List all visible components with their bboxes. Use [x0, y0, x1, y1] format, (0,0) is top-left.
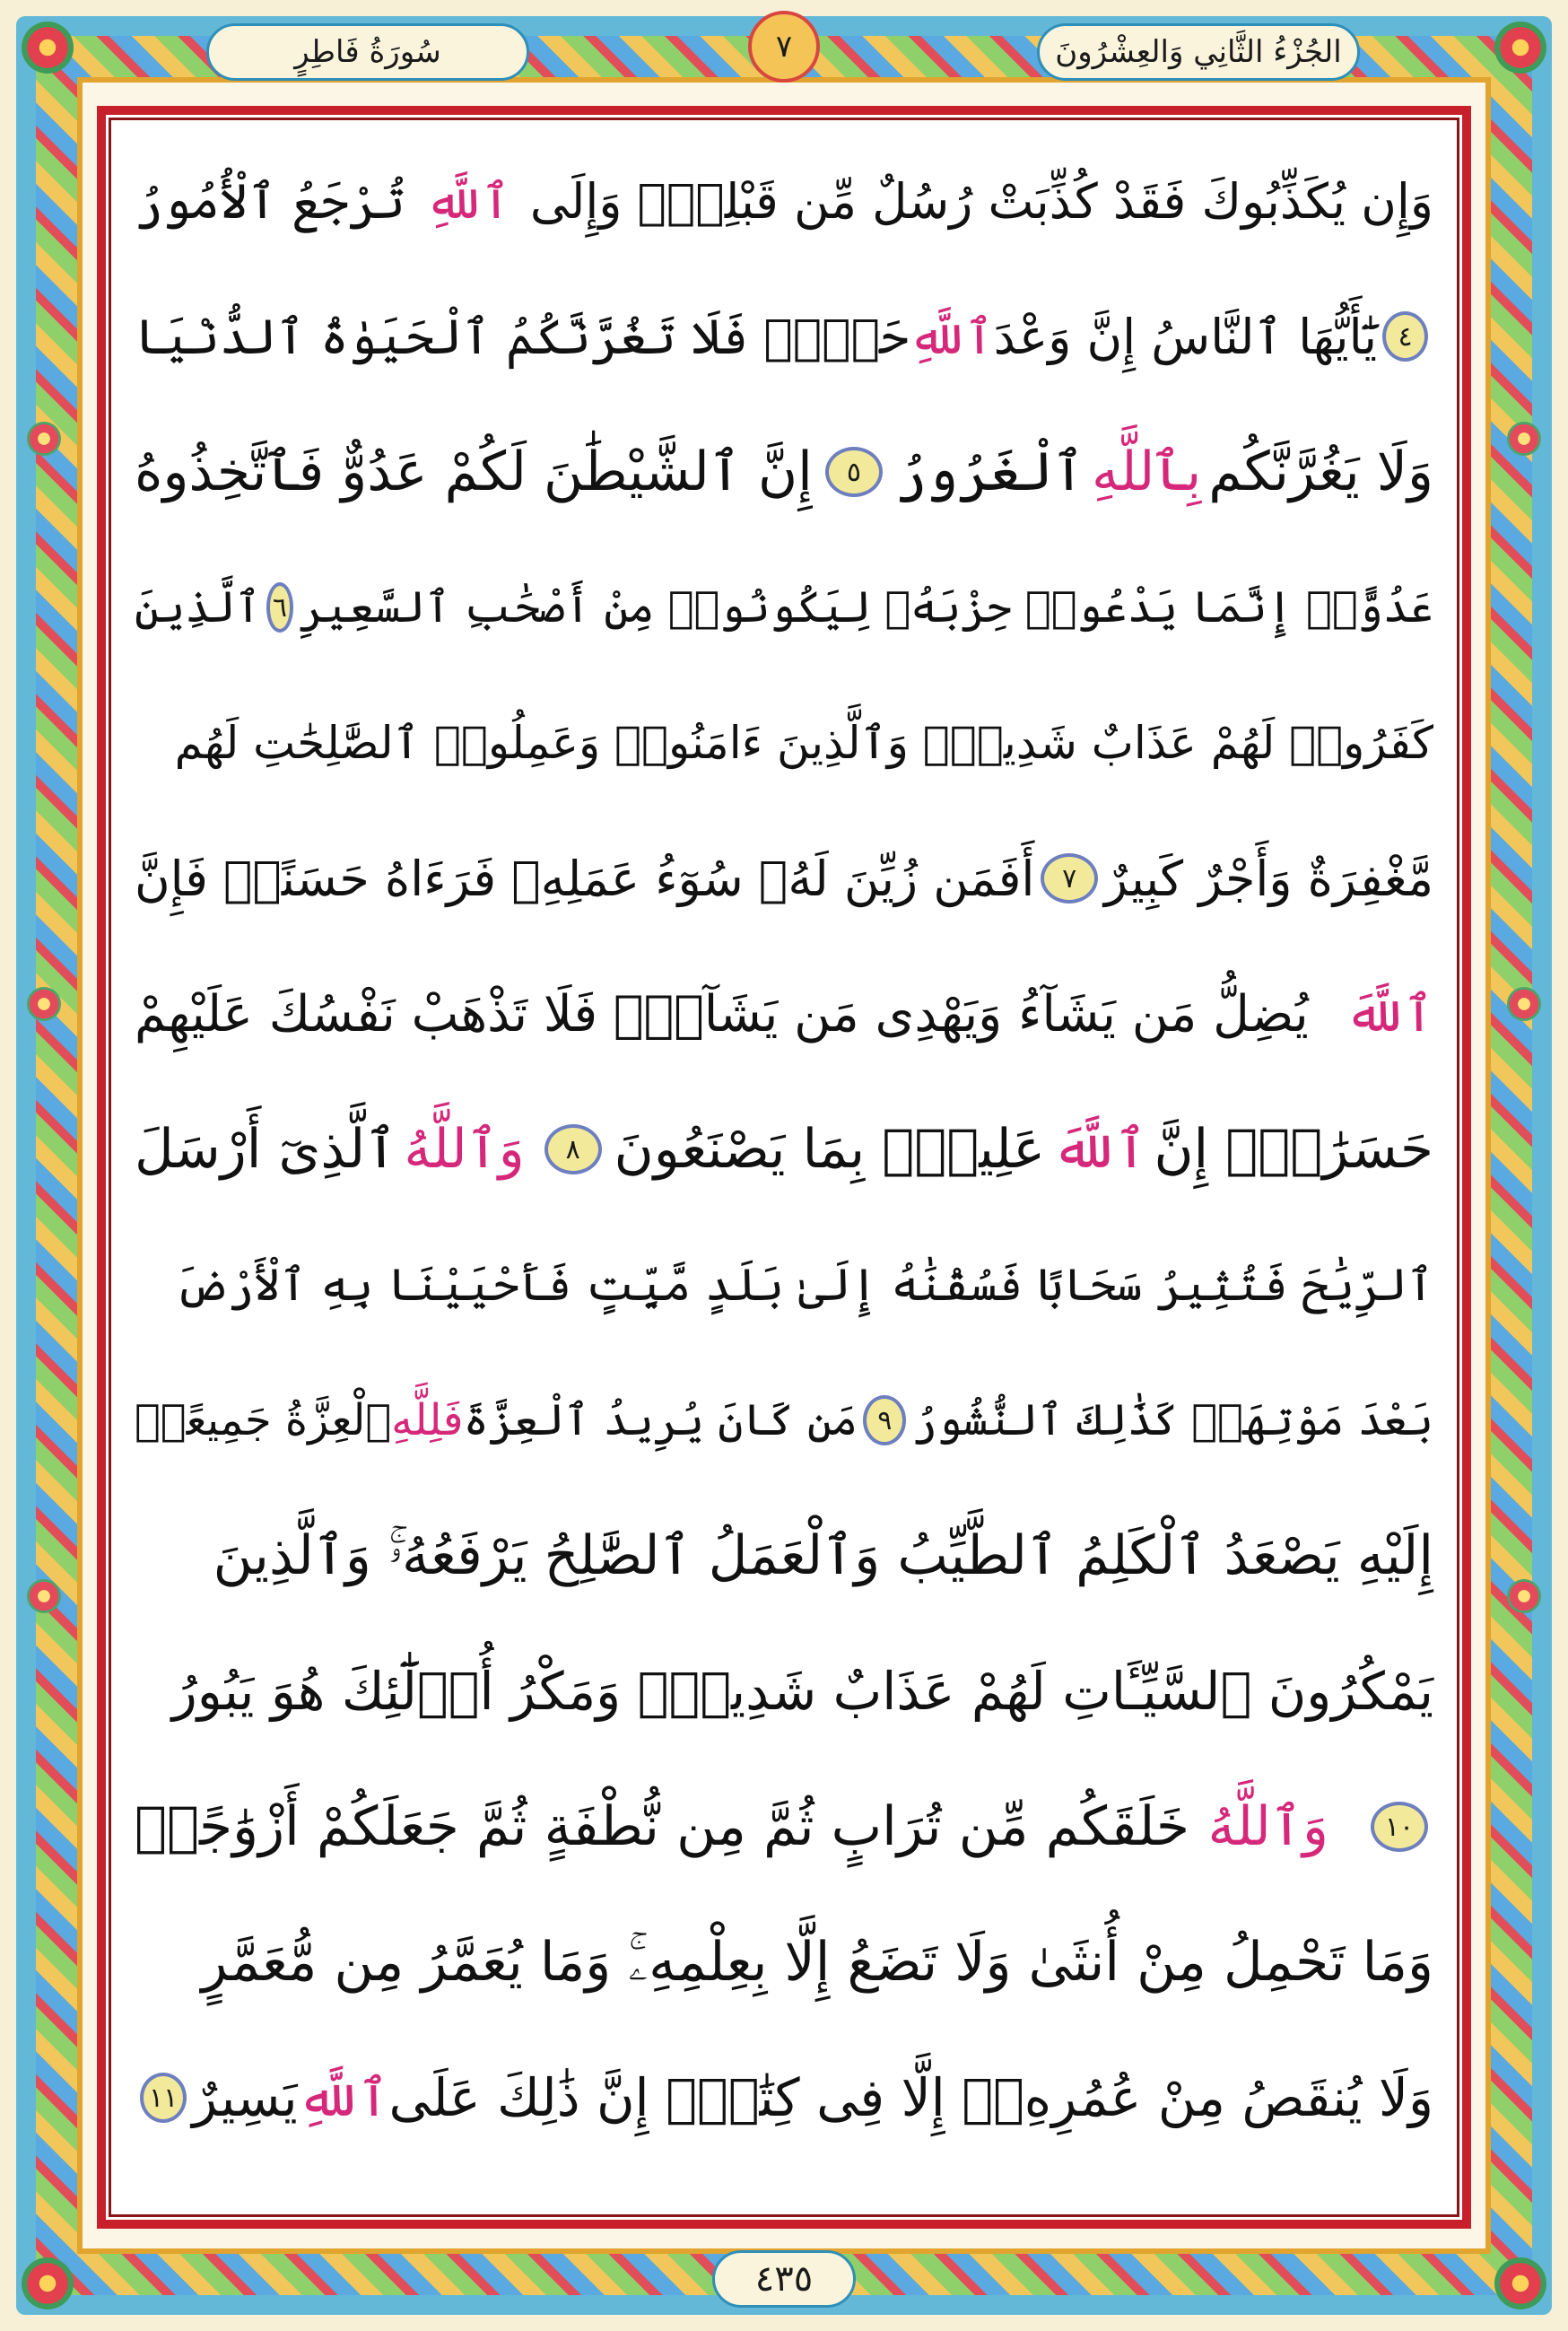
- side-flower-icon: [1507, 987, 1541, 1021]
- side-flower-icon: [27, 422, 61, 456]
- text-line: [135, 1634, 1433, 1749]
- text-segment: ٱلَّذِىٓ أَرْسَلَ: [135, 1118, 397, 1181]
- text-segment: تُرْجَعُ ٱلْأُمُورُ: [135, 172, 405, 230]
- text-line: [135, 1363, 1433, 1478]
- text-segment: وَإِن يُكَذِّبُوكَ فَقَدْ كُذِّبَتْ رُسُلٌ مِّن قَبْلِكَۚ وَإِلَى: [529, 172, 1433, 230]
- text-segment: إِنَّ ٱلشَّيْطَٰنَ لَكُمْ عَدُوٌّ فَٱتَّخِذُوهُ: [135, 441, 813, 503]
- text-segment: وَلَا يُنقَصُ مِنْ عُمُرِهِۦٓ إِلَّا فِى كِتَٰبٍۚ إِنَّ ذَٰلِكَ عَلَى: [388, 2067, 1433, 2128]
- quran-text: [135, 144, 1433, 2189]
- hizb-marker: [748, 11, 820, 83]
- text-line: [135, 685, 1433, 800]
- text-segment: ٱلْغَرُورُ: [894, 441, 1085, 503]
- divine-name: فَلِلَّهِ: [391, 1395, 464, 1445]
- side-flower-icon: [1507, 1579, 1541, 1613]
- text-line: [135, 144, 1433, 258]
- side-flower-icon: [1507, 422, 1541, 456]
- text-segment: مَن كَانَ يُرِيدُ ٱلْعِزَّةَ: [463, 1395, 858, 1445]
- ayah-number-marker: ٦: [266, 582, 294, 633]
- text-line: [135, 1769, 1433, 1884]
- surah-name: سُورَةُ فَاطِرٍ: [294, 34, 441, 70]
- text-segment: ٱلْعِزَّةُ جَمِيعًاۚ: [135, 1395, 392, 1445]
- divine-name: ٱللَّهَ: [1345, 984, 1433, 1043]
- juz-name-cartouche: [1037, 23, 1360, 81]
- corner-flower-icon: [1494, 2257, 1546, 2309]
- ayah-number-marker: ٤: [1382, 311, 1428, 362]
- text-line: [135, 1498, 1433, 1613]
- divine-name: ٱللَّهِ: [297, 2067, 389, 2128]
- text-segment: عَلِيمٌۢ بِمَا يَصْنَعُونَ: [614, 1118, 1046, 1181]
- text-line: [135, 956, 1433, 1071]
- text-segment: كَفَرُوا۟ لَهُمْ عَذَابٌ شَدِيدٌۖ وَٱلَّذِينَ ءَامَنُوا۟ وَعَمِلُوا۟ ٱلصَّٰلِحَٰتِ لَهُم: [174, 717, 1433, 769]
- text-segment: إِلَيْهِ يَصْعَدُ ٱلْكَلِمُ ٱلطَّيِّبُ وَٱلْعَمَلُ ٱلصَّٰلِحُ يَرْفَعُهُۥۚ وَٱلَّذِينَ: [213, 1524, 1433, 1587]
- corner-flower-icon: [22, 2257, 74, 2309]
- divine-name: وَٱللَّهُ: [1207, 1795, 1328, 1858]
- divine-name: ٱللَّهِ: [908, 308, 994, 365]
- ayah-number-marker: ٥: [825, 447, 883, 497]
- text-line: [135, 821, 1433, 936]
- divine-name: ٱللَّهِ: [424, 172, 510, 230]
- text-segment: ٱلرِّيَٰحَ فَتُثِيرُ سَحَابًا فَسُقْنَٰهُ إِلَىٰ بَلَدٍ مَّيِّتٍ فَأَحْيَيْنَا بِهِ ٱلْأَرْضَ: [175, 1259, 1433, 1311]
- text-segment: مَّغْفِرَةٌ وَأَجْرٌ كَبِيرٌ: [1103, 850, 1433, 907]
- text-segment: حَسَرَٰتٍۚ إِنَّ: [1154, 1118, 1433, 1181]
- divine-name: بِٱللَّهِ: [1091, 441, 1202, 503]
- side-flower-icon: [27, 987, 61, 1021]
- text-segment: وَلَا يَغُرَّنَّكُم: [1208, 441, 1433, 503]
- ayah-number-marker: ١٠: [1371, 1802, 1428, 1852]
- text-line: [135, 1092, 1433, 1207]
- page-number-cartouche: [712, 2250, 856, 2308]
- ayah-number-marker: ١١: [140, 2073, 187, 2123]
- text-segment: حَقٌّۖ فَلَا تَغُرَّنَّكُمُ ٱلْحَيَوٰةُ ٱلدُّنْيَا: [135, 308, 909, 365]
- side-flower-icon: [27, 1579, 61, 1613]
- text-segment: وَمَا تَحْمِلُ مِنْ أُنثَىٰ وَلَا تَضَعُ إِلَّا بِعِلْمِهِۦۚ وَمَا يُعَمَّرُ مِن مُّعَمَّرٍ: [201, 1931, 1433, 1994]
- text-segment: يُضِلُّ مَن يَشَآءُ وَيَهْدِى مَن يَشَآءُۖ فَلَا تَذْهَبْ نَفْسُكَ عَلَيْهِمْ: [135, 984, 1309, 1043]
- text-segment: أَفَمَن زُيِّنَ لَهُۥ سُوٓءُ عَمَلِهِۦ فَرَءَاهُ حَسَنًاۖ فَإِنَّ: [135, 850, 1035, 907]
- text-segment: بَعْدَ مَوْتِهَاۚ كَذَٰلِكَ ٱلنُّشُورُ: [911, 1395, 1433, 1445]
- text-line: [135, 1227, 1433, 1342]
- surah-name-cartouche: [206, 23, 529, 81]
- text-line: [135, 415, 1433, 529]
- juz-name: الجُزْءُ الثَّانِي وَالعِشْرُونَ: [1055, 34, 1342, 70]
- text-segment: خَلَقَكُم مِّن تُرَابٍ ثُمَّ مِن نُّطْفَةٍ ثُمَّ جَعَلَكُمْ أَزْوَٰجًاۚ: [135, 1795, 1189, 1858]
- divine-name: ٱللَّهَ: [1052, 1118, 1147, 1181]
- ayah-number-marker: ٩: [863, 1395, 906, 1445]
- ayah-number-marker: ٨: [544, 1124, 602, 1174]
- text-segment: يَمْكُرُونَ ٱلسَّيِّـَٔاتِ لَهُمْ عَذَابٌ شَدِيدٌۖ وَمَكْرُ أُو۟لَٰٓئِكَ هُوَ يَبُورُ: [171, 1661, 1433, 1722]
- text-line: [135, 550, 1433, 665]
- text-segment: ٱلَّذِينَ: [135, 582, 261, 633]
- corner-flower-icon: [1494, 22, 1546, 74]
- text-line: [135, 279, 1433, 394]
- page-number: ٤٣٥: [754, 2258, 814, 2300]
- divine-name: وَٱللَّهُ: [404, 1118, 525, 1181]
- text-segment: يَٰٓأَيُّهَا ٱلنَّاسُ إِنَّ وَعْدَ: [993, 308, 1378, 365]
- text-line: [135, 2040, 1433, 2155]
- text-segment: عَدُوًّاۚ إِنَّمَا يَدْعُوا۟ حِزْبَهُۥ لِيَكُونُوا۟ مِنْ أَصْحَٰبِ ٱلسَّعِيرِ: [299, 582, 1433, 633]
- text-line: [135, 1905, 1433, 2020]
- text-segment: يَسِيرٌ: [192, 2067, 298, 2128]
- corner-flower-icon: [22, 22, 74, 74]
- ayah-number-marker: ٧: [1041, 853, 1098, 904]
- hizb-marker-text: ٧: [775, 29, 793, 65]
